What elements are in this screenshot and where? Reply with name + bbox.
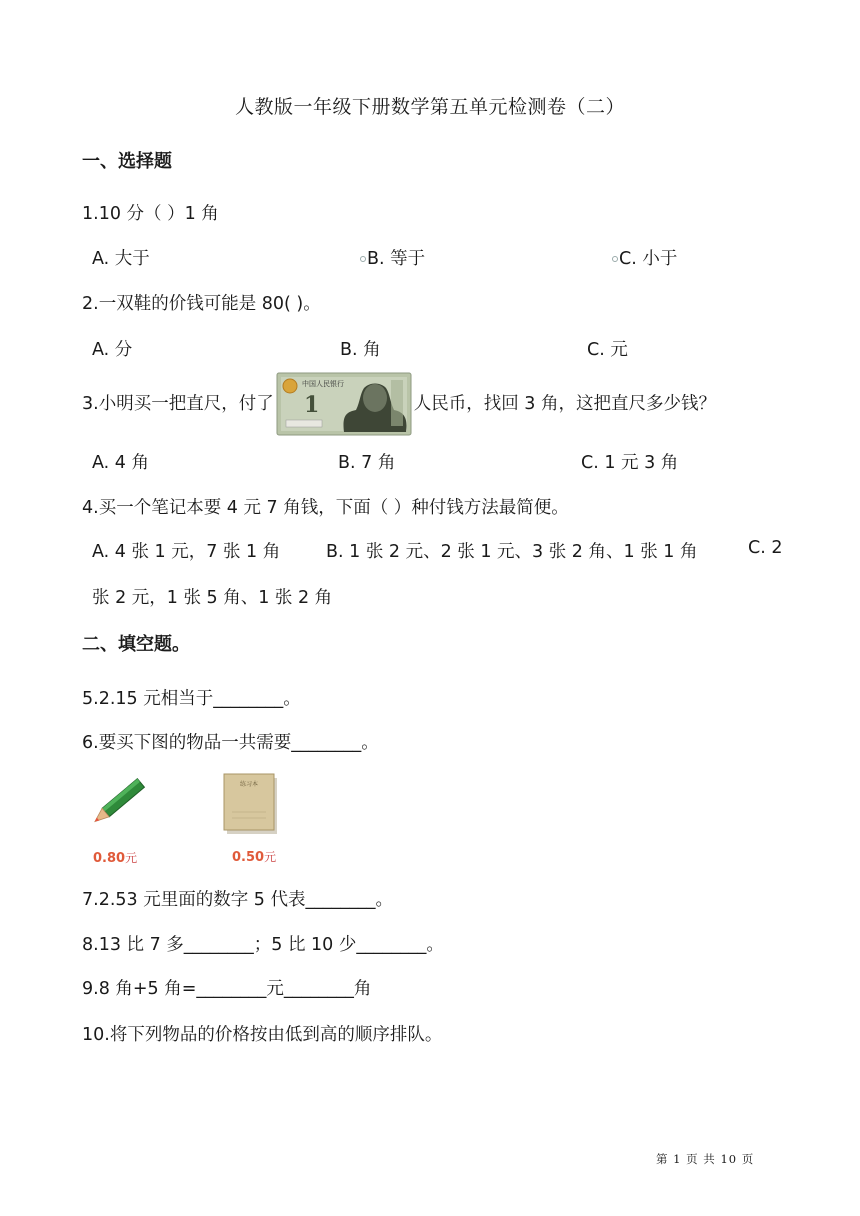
notebook-image bbox=[222, 772, 280, 834]
dot-icon bbox=[360, 256, 366, 262]
page-number: 第 1 页 共 10 页 bbox=[656, 1152, 755, 1166]
q2-option-a: A. 分 bbox=[92, 340, 133, 360]
pencil-image bbox=[84, 768, 154, 836]
q3-text-after: 人民币，找回 3 角，这把直尺多少钱？ bbox=[413, 394, 716, 414]
section-heading-fill: 二、填空题。 bbox=[82, 634, 190, 655]
question-2: 2.一双鞋的价钱可能是 80( )。 bbox=[82, 294, 321, 314]
banknote-image bbox=[276, 372, 412, 436]
section-heading-choice: 一、选择题 bbox=[82, 151, 172, 172]
question-7: 7.2.53 元里面的数字 5 代表________。 bbox=[82, 890, 393, 910]
q4-option-b: B. 1 张 2 元、2 张 1 元、3 张 2 角、1 张 1 角 bbox=[326, 542, 698, 562]
question-1: 1.10 分（ ）1 角 bbox=[82, 204, 219, 224]
pencil-price: 0.80元 bbox=[93, 851, 138, 866]
q1-option-c: C. 小于 bbox=[619, 249, 678, 269]
notebook-price: 0.50元 bbox=[232, 850, 277, 865]
page-title: 人教版一年级下册数学第五单元检测卷（二） bbox=[234, 96, 625, 118]
banknote-header: 中国人民银行 bbox=[301, 380, 344, 388]
q3-option-b: B. 7 角 bbox=[338, 453, 396, 473]
question-3 bbox=[82, 372, 716, 436]
question-9: 9.8 角+5 角=________元________角 bbox=[82, 979, 372, 999]
question-6: 6.要买下图的物品一共需要________。 bbox=[82, 733, 379, 753]
q1-option-b: B. 等于 bbox=[367, 249, 426, 269]
q2-option-c: C. 元 bbox=[587, 340, 628, 360]
q1-option-c-wrap bbox=[612, 245, 677, 270]
question-4: 4.买一个笔记本要 4 元 7 角钱，下面（ ）种付钱方法最简便。 bbox=[82, 498, 569, 518]
q4-option-c-line1: C. 2 bbox=[748, 538, 783, 558]
question-8: 8.13 比 7 多________；5 比 10 少________。 bbox=[82, 935, 444, 955]
question-10: 10.将下列物品的价格按由低到高的顺序排队。 bbox=[82, 1025, 443, 1045]
q1-option-b-wrap bbox=[360, 245, 425, 270]
q1-option-a: A. 大于 bbox=[92, 249, 150, 269]
dot-icon bbox=[612, 256, 618, 262]
question-5: 5.2.15 元相当于________。 bbox=[82, 689, 301, 709]
q3-text-before: 3.小明买一把直尺，付了 bbox=[82, 394, 274, 414]
q2-option-b: B. 角 bbox=[340, 340, 381, 360]
q4-option-c-line2: 张 2 元，1 张 5 角、1 张 2 角 bbox=[92, 588, 333, 608]
q3-option-a: A. 4 角 bbox=[92, 453, 149, 473]
q4-option-a: A. 4 张 1 元，7 张 1 角 bbox=[92, 542, 281, 562]
banknote-value: 1 bbox=[303, 392, 320, 418]
notebook-cover-text: 练习本 bbox=[239, 781, 259, 788]
q3-option-c: C. 1 元 3 角 bbox=[581, 453, 679, 473]
